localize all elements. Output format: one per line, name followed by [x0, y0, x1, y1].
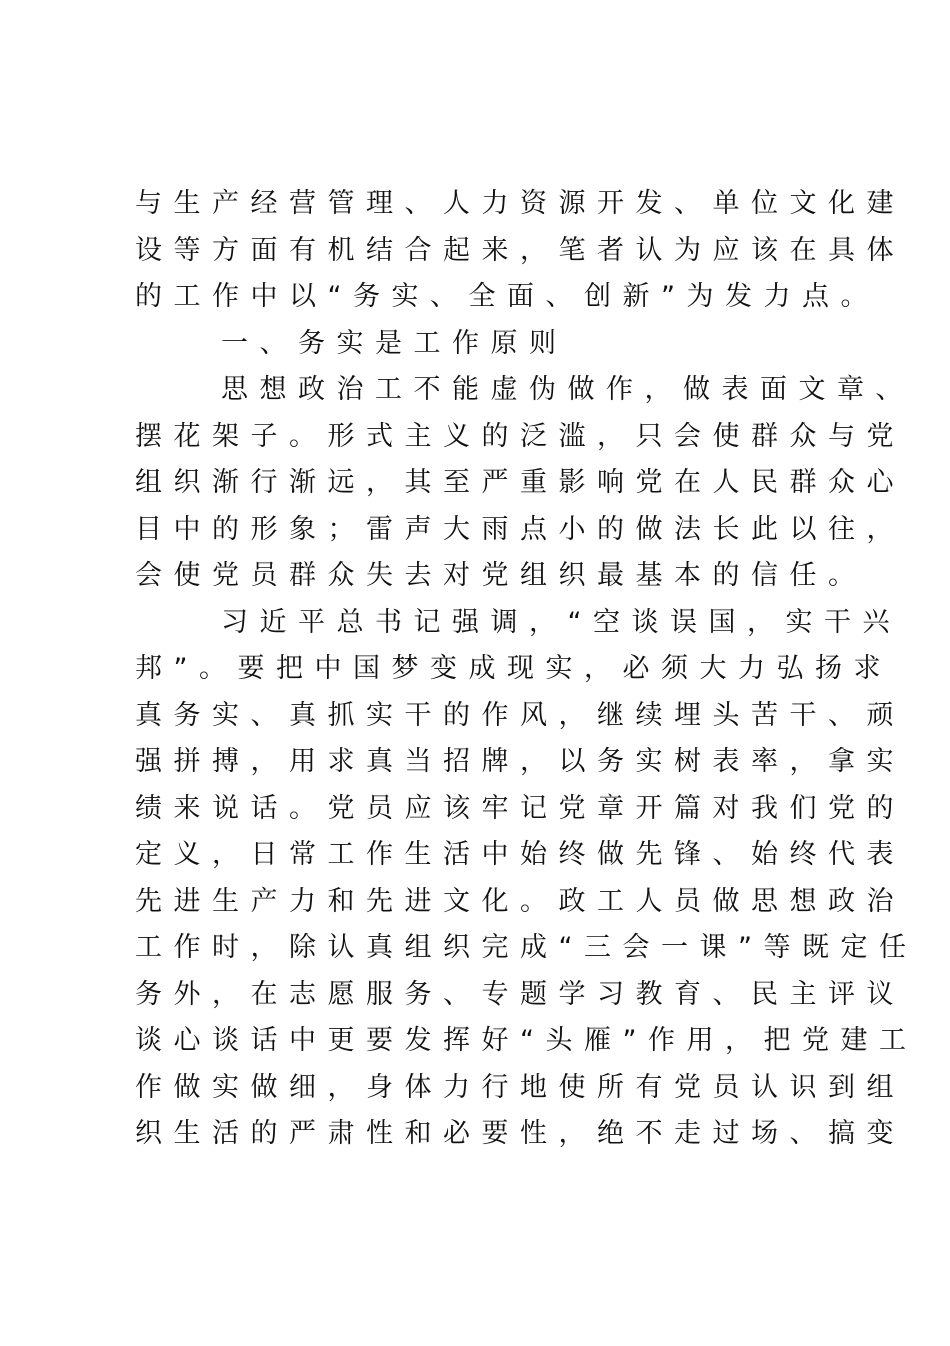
text-line: 真务实、真抓实干的作风，继续埋头苦干、顽: [135, 699, 905, 731]
text-line: 绩来说话。党员应该牢记党章开篇对我们党的: [135, 792, 905, 824]
text-line: 作做实做细，身体力行地使所有党员认识到组: [135, 1071, 905, 1103]
text-line: 强拼搏，用求真当招牌，以务实树表率，拿实: [135, 746, 905, 777]
text-line: 邦”。要把中国梦变成现实，必须大力弘扬求: [135, 653, 892, 684]
text-line: 谈心谈话中更要发挥好“头雁”作用，把党建工: [135, 1025, 918, 1056]
text-line: 一、务实是工作原则: [221, 327, 568, 359]
text-line: 设等方面有机结合起来，笔者认为应该在具体: [135, 234, 905, 266]
text-line: 与生产经营管理、人力资源开发、单位文化建: [135, 188, 905, 219]
text-line: 摆花架子。形式主义的泛滥，只会使群众与党: [135, 420, 905, 452]
text-line: 务外，在志愿服务、专题学习教育、民主评议: [135, 978, 905, 1010]
text-line: 思想政治工不能虚伪做作，做表面文章、: [221, 374, 914, 405]
text-line: 的工作中以“务实、全面、创新”为发力点。: [135, 281, 879, 312]
text-line: 定义，日常工作生活中始终做先锋、始终代表: [135, 839, 905, 870]
text-line: 织生活的严肃性和必要性，绝不走过场、搞变: [135, 1118, 905, 1149]
text-line: 先进生产力和先进文化。政工人员做思想政治: [135, 885, 905, 917]
body-text: [135, 181, 918, 1158]
text-line: 会使党员群众失去对党组织最基本的信任。: [135, 560, 867, 591]
text-line: 组织渐行渐远，其至严重影响党在人民群众心: [135, 467, 905, 498]
text-line: 工作时，除认真组织完成“三会一课”等既定任: [135, 932, 918, 963]
text-line: 目中的形象；雷声大雨点小的做法长此以往，: [135, 513, 905, 545]
text-line: 习近平总书记强调，“空谈误国，实干兴: [221, 606, 901, 638]
